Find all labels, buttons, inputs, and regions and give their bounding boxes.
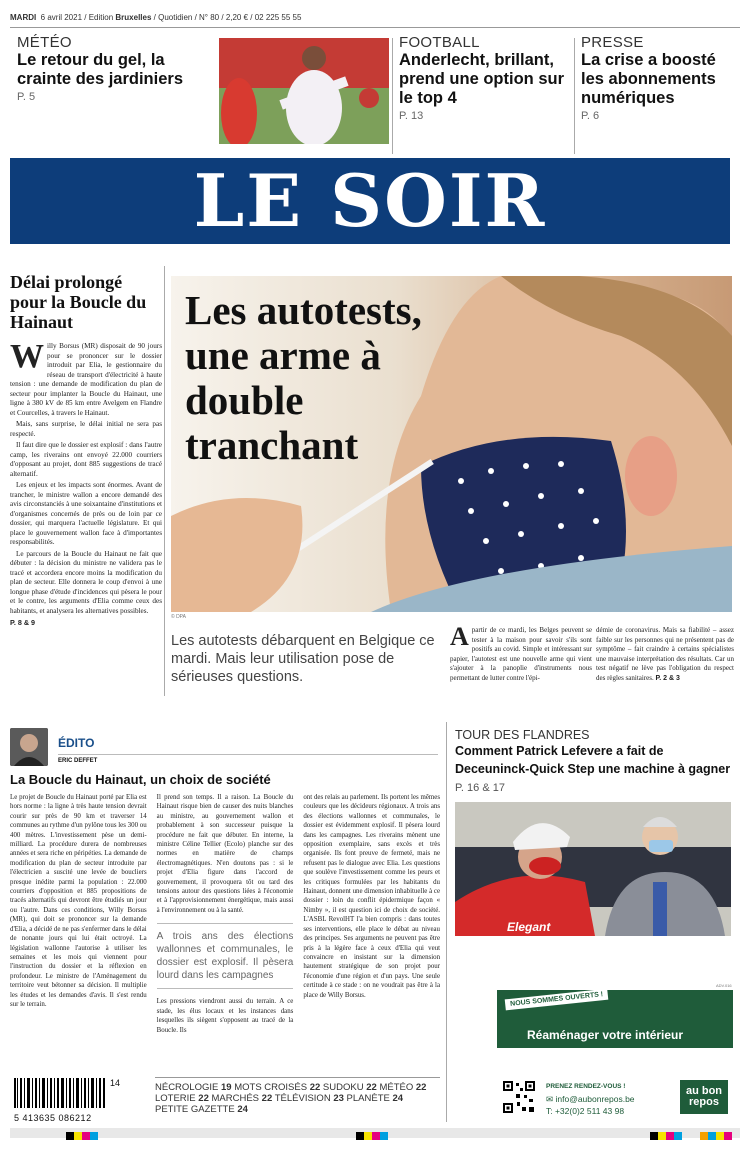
edito-col1-text: Le projet de Boucle du Hainaut porté par Elia est hors norme : la ligne à très haute tension devrait courir sur près de 90 km et traverser 14 communes au rythme d'un pylône tous les 300 ou 400 mètres. L'investissement pèse un demi-milliard. La procédure durera de nombreuses années et sera riche en péripéties. La demande de modification du plan de secteur introduite par l'électricien a suscité une levée de boucliers presque inédite parmi la population : 22.000 courriers d'opposition et 885 propositions de tracés alternatifs qui devront être étudiés un jour ou l'autre. Dans ces conditions, Willy Borsus (MR), qui doit se prononcer sur la demande d'Elia, a décidé de ne pas s'enfermer dans le délai de nonante jours qui lui était octroyé. La législation wallonne l'autorise à utiliser les semaines et les mois qui viennent pour l'instruction du dossier et la réflexion en profondeur. Le ministre de l'Aménagement du territoire veut bétonner sa décision. Il multiplie les études et les demandes d'avis. Il s'est rendu sur le terrain. xyxy=(10,794,147,1008)
edito-col1 xyxy=(10,793,147,1035)
cycling-teaser[interactable] xyxy=(455,728,735,796)
dateline-edition-label: Edition xyxy=(88,13,114,22)
cycling-kicker: TOUR DES FLANDRES xyxy=(455,728,590,742)
hero-pages: P. 2 & 3 xyxy=(655,674,680,682)
ad-email[interactable]: ✉ info@aubonrepos.be xyxy=(546,1094,635,1104)
left-article-paragraph: Les enjeux et les impacts sont énormes. Avant de trancher, le ministre wallon a encore demandé des avis circonstanciés à une soixantaine d'institutions et d'organismes concernés de près ou de loin par ce dossier, qui marquera l'actuelle législature. Et qui place le gouvernement wallon face à d'importantes responsabilités. xyxy=(10,481,162,546)
left-article-body xyxy=(10,338,162,628)
index-item[interactable]: PETITE GAZETTE 24 xyxy=(155,1104,248,1115)
qr-code-image xyxy=(502,1080,536,1114)
hero-col1-text: partir de ce mardi, les Belges peuvent se tester à la maison pour savoir s'ils sont positifs au covid. Simple et intéressant sur papier, l'autotest est une nouvelle arme qui vient s'ajouter à la panoplie d'instruments nous permettant de lutter contre l'épi- xyxy=(450,626,592,682)
ad-email-text: info@aubonrepos.be xyxy=(555,1094,635,1104)
edito-author: ERIC DEFFET xyxy=(58,754,438,764)
index xyxy=(155,1077,440,1115)
ad-banner: NOUS SOMMES OUVERTS ! xyxy=(505,989,609,1011)
football-photo-image xyxy=(219,38,389,144)
issue-code: 14 xyxy=(110,1078,121,1088)
divider xyxy=(164,266,165,696)
edito-col2 xyxy=(157,793,294,1035)
edito-title: La Boucle du Hainaut, un choix de société xyxy=(10,772,271,787)
edito[interactable] xyxy=(10,728,440,1035)
divider xyxy=(574,38,575,154)
dateline-type: Quotidien xyxy=(158,13,193,22)
left-article-pages: P. 8 & 9 xyxy=(10,618,36,627)
index-item[interactable]: NÉCROLOGIE 19 xyxy=(155,1082,232,1093)
photo-credit: © DPA xyxy=(171,614,186,620)
ad-cta: PRENEZ RENDEZ-VOUS ! xyxy=(546,1083,626,1090)
cycling-photo[interactable] xyxy=(455,802,731,936)
index-item[interactable]: MARCHÉS 22 xyxy=(211,1093,273,1104)
edito-col3-text: ont des relais au parlement. Ils portent les mêmes couleurs que les décideurs régionaux. A trois ans des élections wallonnes et communales, le dossier est évidemment explosif. Il pèsera lourd dans les campagnes. Les riverains mènent une opposition exemplaire, sans excès et très organisée. Ils font preuve de fermeté, mais ne refusent pas le dialogue avec Elia. Les questions que soulève l'investissement comme les peurs et les critiques formulées par les habitants du Hainaut, donnent une dimension inhabituelle à ce dossier : loin du conflit épidermique façon « Nimby », il est question ici de choix de société. L'ASBL RevolHT l'a bien compris : dans toutes ses interventions, elle place le débat au niveau des principes. Ses arguments ne peuvent pas être pris à la légère face à ceux d'Elia qui veut convaincre en insistant sur la dimension hautement stratégique de son projet pour l'économie d'une région et d'un pays. Une seule certitude à ce stade : on ne voudrait pas être à la place de Willy Borsus. xyxy=(303,794,441,999)
cycling-photo-image xyxy=(455,802,731,936)
barcode xyxy=(14,1078,134,1123)
cycling-pages: P. 16 & 17 xyxy=(455,782,505,794)
index-item[interactable]: PLANÈTE 24 xyxy=(346,1093,404,1104)
masthead-logo[interactable]: LE SOIR xyxy=(10,158,730,244)
print-color-bar xyxy=(10,1128,740,1138)
dateline-edition: Bruxelles xyxy=(115,13,152,22)
teaser-title: Anderlecht, brillant, prend une option sur le top 4 xyxy=(399,51,564,107)
teaser-football[interactable] xyxy=(399,34,569,154)
teaser-meteo[interactable] xyxy=(17,34,197,154)
left-article-paragraph: Mais, sans surprise, le délai initial ne sera pas respecté. xyxy=(10,420,162,438)
dateline-date: 6 avril 2021 xyxy=(40,13,83,22)
football-photo[interactable] xyxy=(219,38,389,144)
dateline-day: MARDI xyxy=(10,13,37,22)
dateline-number: N° 80 xyxy=(199,13,220,22)
index-item[interactable]: SUDOKU 22 xyxy=(322,1082,377,1093)
ad-headline: Réaménager votre intérieur xyxy=(527,1028,684,1042)
left-article-paragraph: Il faut dire que le dossier est explosif : dans l'autre camp, les riverains ont envoyé 22.000 courriers d'opposant au projet, dont 885 suggestions de tracé alternatif. xyxy=(10,441,162,478)
teaser-presse[interactable] xyxy=(581,34,731,154)
barcode-number: 5 413635 086212 xyxy=(14,1113,92,1123)
edito-col2-text-b: Les pressions viendront aussi du terrain. A ce stade, les élus locaux et les instances dans lesquelles ils siègent s'opposent au tracé de la Boucle. Ils xyxy=(156,998,294,1034)
jersey-sponsor: Elegant xyxy=(507,920,551,934)
hero-body-col1 xyxy=(450,622,592,683)
teaser-title: La crise a boosté les abonnements numériques xyxy=(581,51,716,107)
left-article-first: illy Borsus (MR) disposait de 90 jours pour se prononcer sur le dossier introduit par Elia, le gestionnaire du réseau de transport d'électricité à haute tension : une demande de modification du plan de secteur pour implanter la Boucle du Hainaut, une ligne à 380 kV de 85 km entre Avelgem en Flandre et Courcelles, à travers le Hainaut. xyxy=(10,342,162,417)
edito-col2-text: Il prend son temps. Il a raison. La Boucle du Hainaut risque bien de causer des nuits blanches au ministre, au gouvernement wallon et probablement à son successeur puisque la procédure ne fait que débuter. En interne, la ministre Céline Tellier (Ecolo) planche sur des normes en matière de champs électromagnétiques. N'en doutons pas : si le projet d'Elia figure dans l'accord de gouvernement, il provoquera tôt ou tard des tensions autour des questions liées à l'économie et à l'approvisionnement énergétique, mais aussi à l'environnement ou à la santé. xyxy=(156,794,294,914)
teaser-title: Le retour du gel, la crainte des jardiniers xyxy=(17,51,183,88)
hero-col2-text: démie de coronavirus. Mais sa fiabilité – assez faible sur les personnes qui ne présentent pas de symptôme – fait craindre à certains spécialistes une mauvaise interprétation des résultats. Car un test négatif ne lève pas l'obligation du respect des règles sanitaires. xyxy=(596,626,734,682)
divider xyxy=(392,38,393,154)
teaser-kicker: FOOTBALL xyxy=(399,34,480,51)
hero-body-col2 xyxy=(596,626,734,683)
index-item[interactable]: MÉTÉO 22 xyxy=(379,1082,427,1093)
teaser-page: P. 6 xyxy=(581,110,600,122)
index-item[interactable]: MOTS CROISÉS 22 xyxy=(234,1082,321,1093)
edito-col3 xyxy=(303,793,440,1035)
hero-lede: Les autotests débarquent en Belgique ce mardi. Mais leur utilisation pose de sérieuses questions. xyxy=(171,633,435,685)
barcode-bars xyxy=(14,1078,106,1108)
teaser-kicker: PRESSE xyxy=(581,34,644,51)
edito-label: ÉDITO xyxy=(58,736,95,750)
advertisement[interactable] xyxy=(497,990,733,1048)
qr-code[interactable] xyxy=(502,1080,536,1114)
dateline-phone: 02 225 55 55 xyxy=(254,13,302,22)
ad-credit: ADV.016 xyxy=(716,983,732,988)
left-article[interactable] xyxy=(10,272,162,630)
pull-quote: A trois ans des élections wallonnes et communales, le dossier est explosif. Il pèsera lourd dans les campagnes xyxy=(157,923,294,989)
ad-phone: T: +32(0)2 511 43 98 xyxy=(546,1106,625,1116)
left-article-paragraph: Le parcours de la Boucle du Hainaut ne fait que débuter : la décision du ministre ne validera pas le tracé et accordera encore moins la modification du plan de secteur. Elle donnera le coup d'envoi à une longue phase d'étude d'incidences qui pèsera le pour et le contre, les arguments d'Elia comme ceux des habitants, et analysera les alternatives possibles. xyxy=(10,549,162,615)
author-avatar xyxy=(10,728,48,766)
color-registration-marks xyxy=(10,1131,740,1141)
left-article-title: Délai prolongé pour la Boucle du Hainaut xyxy=(10,272,147,332)
dropcap: A xyxy=(450,622,469,651)
hero-headline[interactable]: Les autotests, une arme à double tranchant xyxy=(185,287,422,468)
index-item[interactable]: LOTERIE 22 xyxy=(155,1093,209,1104)
ad-contact xyxy=(546,1081,676,1117)
dropcap: W xyxy=(10,338,44,375)
dateline: MARDI 6 avril 2021 / Edition Bruxelles / Quotidien / N° 80 / 2,20 € / 02 225 55 55 xyxy=(10,8,740,28)
teaser-page: P. 5 xyxy=(17,91,36,103)
divider xyxy=(446,722,447,1122)
cycling-title: Comment Patrick Lefevere a fait de Deceuninck-Quick Step une machine à gagner xyxy=(455,744,731,776)
teaser-kicker: MÉTÉO xyxy=(17,34,72,51)
dateline-price: 2,20 € xyxy=(225,13,249,22)
ad-logo[interactable]: au bon repos xyxy=(680,1080,728,1114)
index-item[interactable]: TÉLÉVISION 23 xyxy=(274,1093,344,1104)
teaser-page: P. 13 xyxy=(399,110,424,122)
